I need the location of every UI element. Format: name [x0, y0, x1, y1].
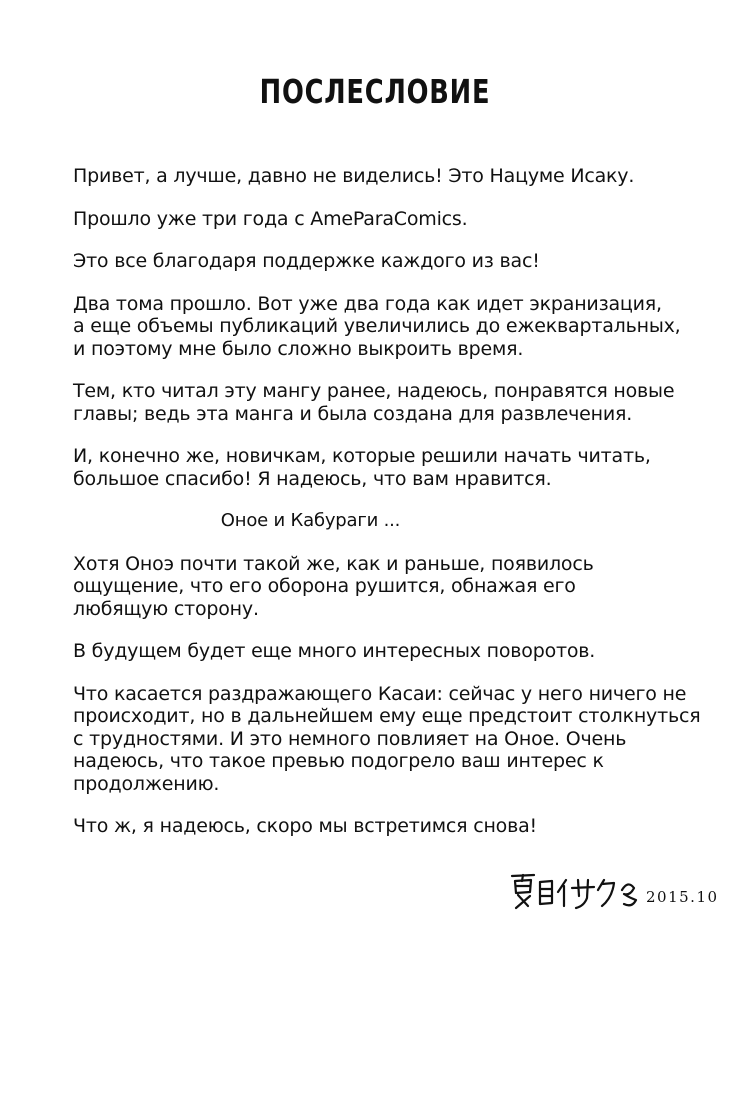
text-line: главы; ведь эта манга и была создана для развлечения.: [73, 402, 633, 425]
text-line: Тем, кто читал эту мангу ранее, надеюсь, понравятся новые: [73, 380, 675, 402]
paragraph-new-readers: [73, 445, 693, 490]
paragraph-kasai: [73, 682, 701, 796]
text-line: продолжению.: [73, 772, 220, 795]
paragraph-onoe: [73, 553, 693, 621]
paragraph-future: [73, 640, 693, 663]
paragraph-greeting: [73, 165, 693, 188]
signature-date: 2015.10: [646, 888, 719, 906]
text-line: Что касается раздражающего Касаи: сейчас у него ничего не: [73, 682, 687, 705]
text-line: Оное и Кабураги ...: [220, 510, 401, 531]
text-line: Два тома прошло. Вот уже два года как идет экранизация,: [73, 292, 662, 315]
paragraph-two-volumes: [73, 293, 693, 361]
text-line: Прошло уже три года с AmeParaComics.: [73, 207, 468, 230]
text-line: Хотя Оноэ почти такой же, как и раньше, появилось: [73, 552, 594, 575]
author-signature: [508, 868, 728, 918]
text-line: Это все благодаря поддержке каждого из вас!: [73, 250, 540, 272]
text-line: И, конечно же, новичкам, которые решили начать читать,: [73, 445, 651, 467]
text-line: надеюсь, что такое превью подогрело ваш интерес к: [73, 750, 604, 772]
signature-handwriting: [508, 868, 648, 918]
text-line: В будущем будет еще много интересных поворотов.: [73, 640, 596, 662]
text-line: большое спасибо! Я надеюсь, что вам нравится.: [73, 467, 552, 490]
paragraph-old-readers: [73, 380, 693, 425]
text-line: происходит, но в дальнейшем ему еще предстоит столкнуться: [73, 705, 701, 727]
paragraph-farewell: [73, 815, 693, 838]
text-line: ощущение, что его оборона рушится, обнажая его: [73, 575, 576, 597]
text-line: а еще объемы публикаций увеличились до ежеквартальных,: [73, 315, 681, 337]
paragraph-thanks-support: [73, 250, 693, 273]
text-line: Привет, а лучше, давно не виделись! Это Нацуме Исаку.: [73, 165, 635, 187]
afterword-body: [73, 165, 701, 858]
page-title: ПОСЛЕСЛОВИЕ: [259, 72, 491, 111]
paragraph-three-years: [73, 208, 693, 231]
text-line: и поэтому мне было сложно выкроить время.: [73, 337, 524, 360]
text-line: Что ж, я надеюсь, скоро мы встретимся снова!: [73, 815, 537, 837]
text-line: любящую сторону.: [73, 597, 259, 620]
paragraph-section-heading: [73, 510, 548, 533]
text-line: с трудностями. И это немного повлияет на Оное. Очень: [73, 727, 627, 750]
